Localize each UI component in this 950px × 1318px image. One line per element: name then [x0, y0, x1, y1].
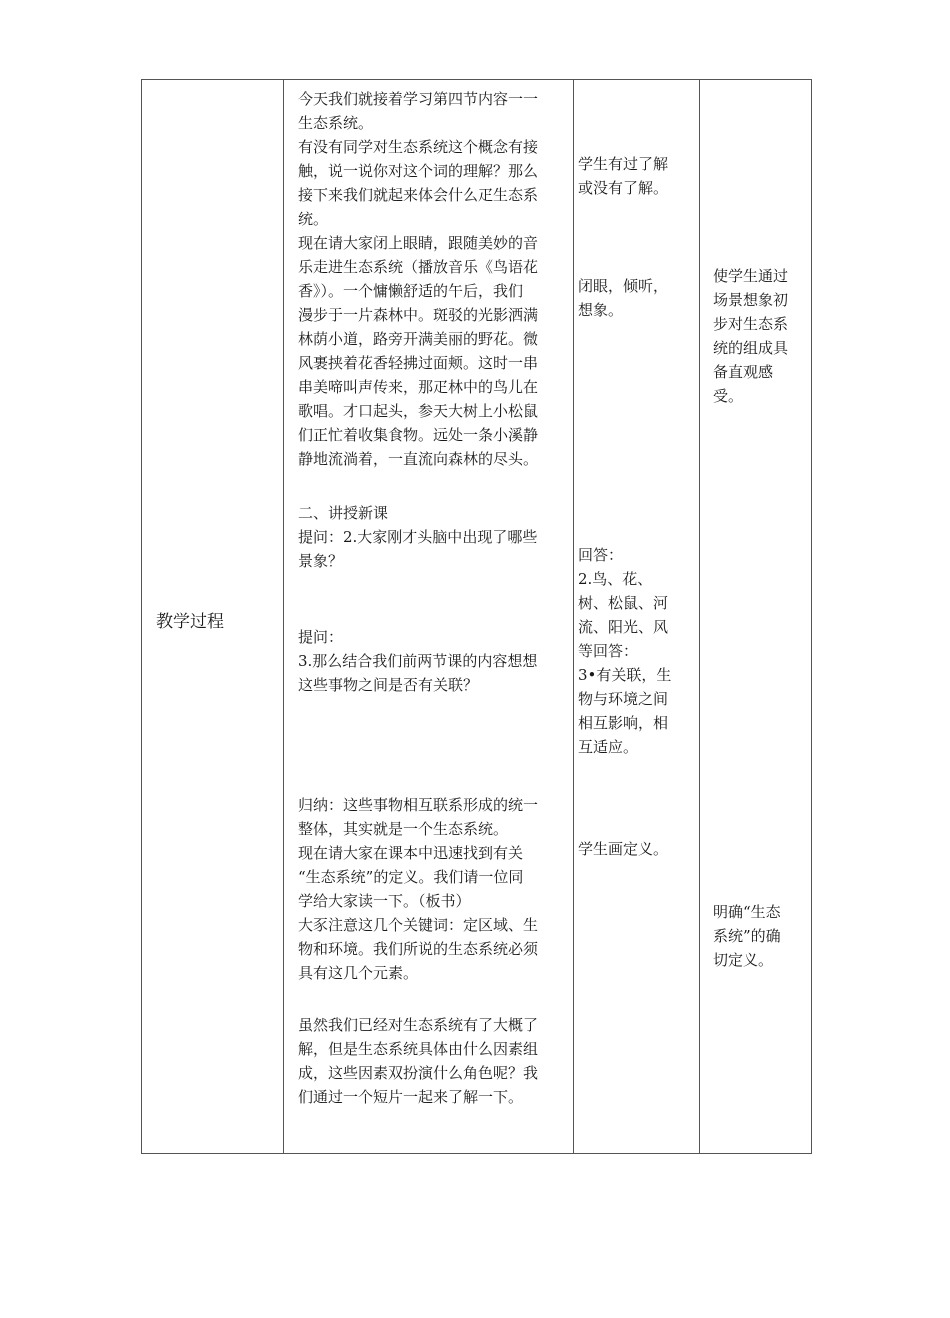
text-line: 提问： — [298, 628, 344, 646]
text-line: 大豕注意这几个关键词：定区域、生 — [298, 916, 539, 934]
text-line: 成，这些因素双扮演什么角色呢？我 — [298, 1064, 539, 1082]
text-line: 漫步于一片森林中。斑驳的光影洒满 — [298, 306, 539, 324]
text-line: 触，说一说你对这个词的理解？那么 — [298, 162, 539, 180]
student-block-definition — [578, 837, 694, 861]
text-line: 景象？ — [298, 552, 344, 570]
teacher-block-new-lesson — [298, 501, 570, 573]
text-line: 物和环境。我们所说的生态系统必须 — [298, 940, 539, 958]
intent-block-definition — [713, 900, 805, 972]
text-line: “生态系统”的定义。我们请一位同 — [298, 868, 524, 886]
text-line: 等回答： — [578, 642, 639, 660]
text-line: 今天我们就接着学习第四节内容一一 — [298, 90, 539, 108]
text-line: 具有这几个元素。 — [298, 964, 419, 982]
text-line: 步对生态系 — [713, 315, 789, 333]
text-line: 生态系统。 — [298, 114, 374, 132]
text-line: 3.那么结合我们前两节课的内容想想 — [298, 652, 538, 670]
text-line: 场景想象初 — [713, 291, 789, 309]
text-line: 二、讲授新课 — [298, 504, 389, 522]
text-line: 串美啼叫声传来，那疋林中的鸟儿在 — [298, 378, 539, 396]
student-block-prior — [578, 152, 694, 200]
lesson-table — [141, 79, 812, 1154]
text-line: 提问：2.大家刚才头脑中出现了哪些 — [298, 528, 538, 546]
teacher-block-summary — [298, 793, 570, 985]
text-line: 明确“生态 — [713, 903, 781, 921]
teacher-block-question — [298, 625, 570, 697]
column-divider — [699, 80, 700, 1153]
text-line: 风裹挟着花香轻拂过面颊。这时一串 — [298, 354, 539, 372]
text-line: 统的组成具 — [713, 339, 789, 357]
text-line: 现在请大家在课本中迅速找到有关 — [298, 844, 524, 862]
text-line: 使学生通过 — [713, 267, 789, 285]
text-line: 整体，其实就是一个生态系统。 — [298, 820, 509, 838]
intent-block-imagine — [713, 264, 805, 408]
text-line: 想象。 — [578, 301, 624, 319]
text-line: 乐走进生态系统（播放音乐《鸟语花 — [298, 258, 539, 276]
text-line: 接下来我们就起来体会什么疋生态系 — [298, 186, 539, 204]
text-line: 或没有了解。 — [578, 179, 669, 197]
text-line: 统。 — [298, 210, 329, 228]
text-line: 香》）。一个慵懒舒适的午后，我们 — [298, 282, 524, 300]
text-line: 学给大家读一下。（板书） — [298, 892, 471, 910]
text-line: 闭眼，倾听， — [578, 277, 669, 295]
section-label: 教学过程 — [156, 612, 224, 632]
text-line: 归纳：这些事物相互联系形成的统一 — [298, 796, 539, 814]
text-line: 学生有过了解 — [578, 155, 669, 173]
teacher-block-intro — [298, 87, 570, 471]
text-line: 流、阳光、风 — [578, 618, 669, 636]
text-line: 备直观感 — [713, 363, 774, 381]
student-block-listen — [578, 274, 694, 322]
text-line: 有没有同学对生态系统这个概念有接 — [298, 138, 539, 156]
text-line: 解，但是生态系统具体由什么因素组 — [298, 1040, 539, 1058]
text-line: 这些事物之间是否有关联？ — [298, 676, 479, 694]
text-line: 受。 — [713, 387, 744, 405]
text-line: 2.鸟、花、 — [578, 570, 653, 588]
text-line: 3•有关联，生 — [578, 666, 672, 684]
text-line: 回答： — [578, 546, 624, 564]
text-line: 学生画定义。 — [578, 840, 669, 858]
column-divider — [573, 80, 574, 1153]
text-line: 树、松鼠、河 — [578, 594, 669, 612]
text-line: 林荫小道，路旁开满美丽的野花。微 — [298, 330, 539, 348]
text-line: 静地流淌着，一直流向森林的尽头。 — [298, 450, 539, 468]
text-line: 切定义。 — [713, 951, 774, 969]
text-line: 现在请大家闭上眼睛，跟随美妙的音 — [298, 234, 539, 252]
text-line: 虽然我们已经对生态系统有了大概了 — [298, 1016, 539, 1034]
text-line: 歌唱。才口起头，参天大树上小松鼠 — [298, 402, 539, 420]
student-block-answers — [578, 543, 694, 759]
text-line: 互适应。 — [578, 738, 639, 756]
text-line: 物与环境之间 — [578, 690, 669, 708]
text-line: 系统”的确 — [713, 927, 781, 945]
text-line: 们通过一个短片一起来了解一下。 — [298, 1088, 524, 1106]
text-line: 们正忙着收集食物。远处一条小溪静 — [298, 426, 539, 444]
column-divider — [283, 80, 284, 1153]
teacher-block-video — [298, 1013, 570, 1109]
text-line: 相互影响，相 — [578, 714, 669, 732]
